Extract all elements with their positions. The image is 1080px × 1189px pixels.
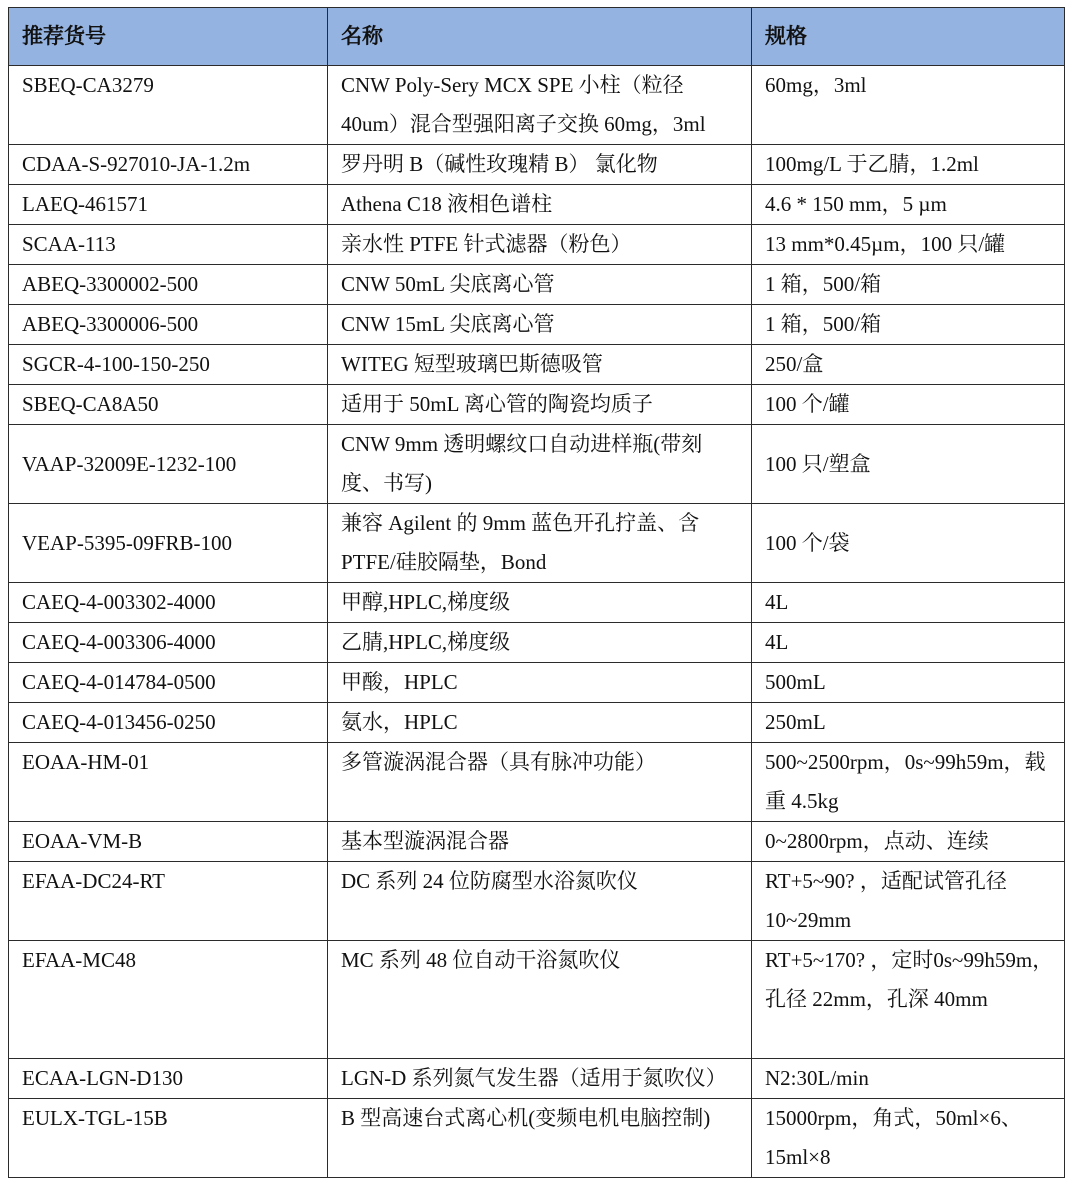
cell-spec: RT+5~170? ，定时0s~99h59m，孔径 22mm，孔深 40mm xyxy=(752,941,1065,1059)
cell-code: SBEQ-CA8A50 xyxy=(9,385,328,425)
cell-spec: 4.6 * 150 mm，5 µm xyxy=(752,185,1065,225)
cell-code: VEAP-5395-09FRB-100 xyxy=(9,504,328,583)
table-row xyxy=(9,66,1065,145)
cell-code: SGCR-4-100-150-250 xyxy=(9,345,328,385)
cell-name: CNW 50mL 尖底离心管 xyxy=(328,265,752,305)
cell-code: CAEQ-4-003306-4000 xyxy=(9,623,328,663)
table-row xyxy=(9,425,1065,504)
table-row xyxy=(9,265,1065,305)
cell-code: LAEQ-461571 xyxy=(9,185,328,225)
cell-code: CAEQ-4-014784-0500 xyxy=(9,663,328,703)
cell-code: SCAA-113 xyxy=(9,225,328,265)
cell-name: MC 系列 48 位自动干浴氮吹仪 xyxy=(328,941,752,1059)
table-row xyxy=(9,504,1065,583)
table-row xyxy=(9,583,1065,623)
cell-spec: 500mL xyxy=(752,663,1065,703)
cell-code: ABEQ-3300006-500 xyxy=(9,305,328,345)
table-row xyxy=(9,822,1065,862)
table-row xyxy=(9,1099,1065,1178)
cell-spec: 4L xyxy=(752,583,1065,623)
cell-name: 亲水性 PTFE 针式滤器（粉色） xyxy=(328,225,752,265)
table-row xyxy=(9,663,1065,703)
cell-spec: 500~2500rpm，0s~99h59m，载重 4.5kg xyxy=(752,743,1065,822)
cell-name: WITEG 短型玻璃巴斯德吸管 xyxy=(328,345,752,385)
table-row xyxy=(9,1059,1065,1099)
cell-spec: 100 个/袋 xyxy=(752,504,1065,583)
cell-spec: 250mL xyxy=(752,703,1065,743)
table-row xyxy=(9,145,1065,185)
cell-code: CAEQ-4-003302-4000 xyxy=(9,583,328,623)
cell-name: Athena C18 液相色谱柱 xyxy=(328,185,752,225)
cell-name: CNW 9mm 透明螺纹口自动进样瓶(带刻度、书写) xyxy=(328,425,752,504)
cell-spec: 0~2800rpm，点动、连续 xyxy=(752,822,1065,862)
header-spec: 规格 xyxy=(752,8,1065,66)
cell-code: VAAP-32009E-1232-100 xyxy=(9,425,328,504)
cell-spec: 4L xyxy=(752,623,1065,663)
cell-name: 多管漩涡混合器（具有脉冲功能） xyxy=(328,743,752,822)
table-row xyxy=(9,185,1065,225)
product-spec-table xyxy=(8,7,1065,1178)
table-row xyxy=(9,225,1065,265)
cell-name: 乙腈,HPLC,梯度级 xyxy=(328,623,752,663)
cell-spec: 100 个/罐 xyxy=(752,385,1065,425)
table-row xyxy=(9,862,1065,941)
cell-name: 兼容 Agilent 的 9mm 蓝色开孔拧盖、含PTFE/硅胶隔垫，Bond xyxy=(328,504,752,583)
table-header-row xyxy=(9,8,1065,66)
cell-name: 甲酸，HPLC xyxy=(328,663,752,703)
header-name: 名称 xyxy=(328,8,752,66)
cell-name: 甲醇,HPLC,梯度级 xyxy=(328,583,752,623)
cell-spec: 100mg/L 于乙腈，1.2ml xyxy=(752,145,1065,185)
table-row xyxy=(9,305,1065,345)
cell-spec: RT+5~90? ，适配试管孔径10~29mm xyxy=(752,862,1065,941)
cell-name: 氨水，HPLC xyxy=(328,703,752,743)
cell-name: B 型高速台式离心机(变频电机电脑控制) xyxy=(328,1099,752,1178)
cell-name: DC 系列 24 位防腐型水浴氮吹仪 xyxy=(328,862,752,941)
table-row xyxy=(9,743,1065,822)
cell-spec: 1 箱，500/箱 xyxy=(752,305,1065,345)
table-row xyxy=(9,941,1065,1059)
header-code: 推荐货号 xyxy=(9,8,328,66)
cell-name: 适用于 50mL 离心管的陶瓷均质子 xyxy=(328,385,752,425)
cell-spec: 250/盒 xyxy=(752,345,1065,385)
cell-name: LGN-D 系列氮气发生器（适用于氮吹仪） xyxy=(328,1059,752,1099)
cell-code: EOAA-HM-01 xyxy=(9,743,328,822)
cell-code: SBEQ-CA3279 xyxy=(9,66,328,145)
cell-code: EULX-TGL-15B xyxy=(9,1099,328,1178)
table-row xyxy=(9,345,1065,385)
cell-spec: 1 箱，500/箱 xyxy=(752,265,1065,305)
table-row xyxy=(9,703,1065,743)
cell-spec: 60mg，3ml xyxy=(752,66,1065,145)
cell-code: ABEQ-3300002-500 xyxy=(9,265,328,305)
cell-spec: 100 只/塑盒 xyxy=(752,425,1065,504)
cell-name: 基本型漩涡混合器 xyxy=(328,822,752,862)
cell-code: EOAA-VM-B xyxy=(9,822,328,862)
cell-name: 罗丹明 B（碱性玫瑰精 B） 氯化物 xyxy=(328,145,752,185)
cell-code: ECAA-LGN-D130 xyxy=(9,1059,328,1099)
cell-code: CDAA-S-927010-JA-1.2m xyxy=(9,145,328,185)
cell-spec: 13 mm*0.45µm，100 只/罐 xyxy=(752,225,1065,265)
cell-code: EFAA-MC48 xyxy=(9,941,328,1059)
table-row xyxy=(9,385,1065,425)
cell-code: EFAA-DC24-RT xyxy=(9,862,328,941)
cell-name: CNW Poly-Sery MCX SPE 小柱（粒径40um）混合型强阳离子交换 60mg，3ml xyxy=(328,66,752,145)
cell-name: CNW 15mL 尖底离心管 xyxy=(328,305,752,345)
cell-spec: N2:30L/min xyxy=(752,1059,1065,1099)
cell-code: CAEQ-4-013456-0250 xyxy=(9,703,328,743)
cell-spec: 15000rpm，角式，50ml×6、15ml×8 xyxy=(752,1099,1065,1178)
table-row xyxy=(9,623,1065,663)
